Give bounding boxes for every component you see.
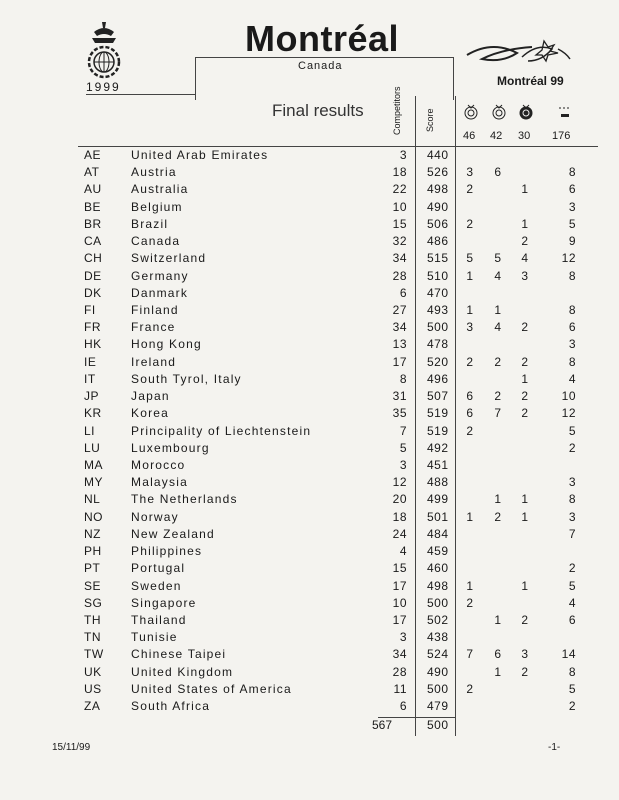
- table-row: [0, 372, 619, 389]
- footer-page-number: -1-: [548, 742, 561, 753]
- bronze-count-cell: 2: [521, 406, 529, 421]
- honourable-count-cell: 8: [568, 302, 576, 317]
- gold-count-cell: 2: [466, 681, 474, 696]
- silver-count-cell: 1: [494, 612, 502, 627]
- silver-count-cell: 7: [494, 406, 502, 421]
- silver-count-cell: 5: [494, 251, 502, 266]
- competitors-cell: 22: [392, 182, 407, 197]
- competitors-cell: 10: [392, 199, 407, 214]
- honourable-count-cell: 3: [568, 199, 576, 214]
- table-row: [0, 182, 619, 199]
- table-row: [0, 630, 619, 647]
- score-cell: 500: [427, 320, 449, 335]
- table-row: [0, 406, 619, 423]
- honourable-count-cell: 9: [568, 234, 576, 249]
- table-row: [0, 251, 619, 268]
- logo-caption: Montréal 99: [497, 74, 564, 88]
- score-cell: 524: [427, 647, 449, 662]
- country-code: BR: [84, 216, 102, 231]
- table-row: [0, 665, 619, 682]
- score-cell: 500: [427, 595, 449, 610]
- competitors-cell: 6: [399, 285, 407, 300]
- table-row: [0, 424, 619, 441]
- bronze-count-cell: 1: [521, 371, 529, 386]
- competitors-cell: 18: [392, 165, 407, 180]
- honourable-count-cell: 3: [568, 509, 576, 524]
- country-code: DE: [84, 268, 102, 283]
- country-code: SE: [84, 578, 102, 593]
- country-code: AU: [84, 182, 102, 197]
- score-cell: 515: [427, 251, 449, 266]
- logo-year: 1999: [86, 80, 121, 94]
- bronze-count-cell: 1: [521, 216, 529, 231]
- country-name: Chinese Taipei: [131, 647, 227, 662]
- country-name: Germany: [131, 268, 189, 283]
- honourable-count-cell: 4: [568, 595, 576, 610]
- honourable-count-cell: 12: [561, 406, 576, 421]
- score-cell: 507: [427, 389, 449, 404]
- honourable-count-cell: 5: [568, 578, 576, 593]
- competitors-cell: 31: [392, 389, 407, 404]
- competitors-cell: 12: [392, 475, 407, 490]
- table-row: [0, 441, 619, 458]
- country-name: Japan: [131, 389, 170, 404]
- honourable-count-cell: 10: [561, 389, 576, 404]
- silver-medal-icon: [492, 104, 506, 120]
- country-code: DK: [84, 285, 102, 300]
- honourable-count-cell: 6: [568, 612, 576, 627]
- medal-count-honourable: 176: [552, 130, 571, 142]
- table-row: [0, 579, 619, 596]
- silver-count-cell: 1: [494, 302, 502, 317]
- bronze-count-cell: 3: [521, 268, 529, 283]
- country-code: IT: [84, 371, 96, 386]
- table-row: [0, 217, 619, 234]
- country-name: Hong Kong: [131, 337, 202, 352]
- country-code: AT: [84, 165, 100, 180]
- honourable-count-cell: 8: [568, 492, 576, 507]
- country-name: Danmark: [131, 285, 189, 300]
- honourable-count-cell: 2: [568, 699, 576, 714]
- score-cell: 506: [427, 216, 449, 231]
- honourable-count-cell: 4: [568, 371, 576, 386]
- bronze-medal-icon: [519, 104, 533, 120]
- honourable-count-cell: 5: [568, 216, 576, 231]
- bronze-count-cell: 2: [521, 664, 529, 679]
- country-code: BE: [84, 199, 102, 214]
- score-cell: 519: [427, 406, 449, 421]
- country-code: FI: [84, 302, 96, 317]
- competitors-cell: 28: [392, 268, 407, 283]
- divider: [86, 94, 196, 95]
- gold-count-cell: 3: [466, 320, 474, 335]
- competitors-cell: 15: [392, 561, 407, 576]
- gold-count-cell: 3: [466, 165, 474, 180]
- honourable-count-cell: 2: [568, 561, 576, 576]
- silver-count-cell: 1: [494, 664, 502, 679]
- country-name: Morocco: [131, 457, 186, 472]
- silver-count-cell: 2: [494, 509, 502, 524]
- competitors-cell: 10: [392, 595, 407, 610]
- country-name: Canada: [131, 234, 181, 249]
- honourable-count-cell: 3: [568, 337, 576, 352]
- table-row: [0, 475, 619, 492]
- table-row: [0, 355, 619, 372]
- silver-count-cell: 6: [494, 647, 502, 662]
- silver-count-cell: 2: [494, 354, 502, 369]
- bronze-count-cell: 2: [521, 320, 529, 335]
- silver-count-cell: 2: [494, 389, 502, 404]
- table-row: [0, 200, 619, 217]
- country-code: HK: [84, 337, 102, 352]
- column-header-competitors: Competitors: [392, 86, 402, 135]
- competitors-cell: 35: [392, 406, 407, 421]
- bronze-count-cell: 1: [521, 182, 529, 197]
- medal-count-bronze: 30: [518, 130, 531, 142]
- gold-count-cell: 1: [466, 302, 474, 317]
- country-code: CH: [84, 251, 103, 266]
- country-name: Ireland: [131, 354, 177, 369]
- gold-count-cell: 2: [466, 216, 474, 231]
- country-name: Korea: [131, 406, 170, 421]
- table-row: [0, 303, 619, 320]
- silver-count-cell: 1: [494, 492, 502, 507]
- divider: [195, 57, 196, 100]
- country-name: United Arab Emirates: [131, 148, 269, 162]
- country-code: JP: [84, 389, 100, 404]
- country-name: Singapore: [131, 595, 197, 610]
- country-name: Norway: [131, 509, 179, 524]
- country-code: NL: [84, 492, 101, 507]
- country-name: United States of America: [131, 681, 292, 696]
- competitors-cell: 24: [392, 526, 407, 541]
- country-name: New Zealand: [131, 526, 215, 541]
- table-row: [0, 492, 619, 509]
- score-cell: 498: [427, 182, 449, 197]
- country-code: KR: [84, 406, 102, 421]
- score-cell: 460: [427, 561, 449, 576]
- country-name: South Africa: [131, 699, 211, 714]
- competitors-cell: 17: [392, 612, 407, 627]
- gold-count-cell: 7: [466, 647, 474, 662]
- country-code: ZA: [84, 699, 101, 714]
- country-name: Switzerland: [131, 251, 207, 266]
- score-cell: 490: [427, 199, 449, 214]
- table-row: [0, 561, 619, 578]
- honourable-count-cell: 14: [561, 647, 576, 662]
- gold-count-cell: 2: [466, 182, 474, 197]
- gear-globe-logo-icon: [80, 18, 128, 82]
- competitors-cell: 15: [392, 216, 407, 231]
- bronze-count-cell: 1: [521, 492, 529, 507]
- table-row: [0, 613, 619, 630]
- bronze-count-cell: 4: [521, 251, 529, 266]
- table-row: [0, 320, 619, 337]
- competitors-cell: 8: [399, 371, 407, 386]
- bronze-count-cell: 2: [521, 354, 529, 369]
- total-competitors: 567: [372, 718, 393, 732]
- gold-count-cell: 5: [466, 251, 474, 266]
- medal-count-gold: 46: [463, 130, 476, 142]
- score-cell: 500: [427, 681, 449, 696]
- competitors-cell: 7: [399, 423, 407, 438]
- score-cell: 493: [427, 302, 449, 317]
- country-name: Belgium: [131, 199, 183, 214]
- honourable-count-cell: 8: [568, 165, 576, 180]
- honourable-count-cell: 12: [561, 251, 576, 266]
- gold-count-cell: 1: [466, 578, 474, 593]
- country-code: NO: [84, 509, 103, 524]
- competitors-cell: 32: [392, 234, 407, 249]
- bronze-count-cell: 2: [521, 612, 529, 627]
- country-code: PH: [84, 544, 102, 559]
- competitors-cell: 4: [399, 544, 407, 559]
- score-cell: 484: [427, 526, 449, 541]
- country-code: NZ: [84, 526, 101, 541]
- table-row: [0, 647, 619, 664]
- country-name: Principality of Liechtenstein: [131, 423, 312, 438]
- table-row: [0, 699, 619, 716]
- table-row: [0, 234, 619, 251]
- score-cell: 451: [427, 457, 449, 472]
- silver-count-cell: 4: [494, 320, 502, 335]
- honourable-count-cell: 3: [568, 475, 576, 490]
- country-code: PT: [84, 561, 101, 576]
- country-name: Sweden: [131, 578, 182, 593]
- total-score: 500: [427, 718, 449, 732]
- score-cell: 496: [427, 371, 449, 386]
- honourable-count-cell: 6: [568, 182, 576, 197]
- score-cell: 492: [427, 440, 449, 455]
- table-row: [0, 389, 619, 406]
- country-code: MA: [84, 457, 103, 472]
- column-header-score: Score: [425, 108, 435, 132]
- country-name: Portugal: [131, 561, 186, 576]
- table-row: [0, 596, 619, 613]
- country-code: AE: [84, 148, 102, 162]
- competitors-cell: 11: [393, 681, 407, 696]
- montreal-99-logo-icon: [462, 35, 572, 75]
- score-cell: 498: [427, 578, 449, 593]
- country-code: TN: [84, 630, 101, 645]
- country-name: France: [131, 320, 176, 335]
- bronze-count-cell: 3: [521, 647, 529, 662]
- footer-date: 15/11/99: [52, 742, 91, 753]
- competitors-cell: 3: [399, 457, 407, 472]
- gold-count-cell: 6: [466, 406, 474, 421]
- competitors-cell: 13: [392, 337, 407, 352]
- country-name: The Netherlands: [131, 492, 238, 507]
- score-cell: 459: [427, 544, 449, 559]
- competitors-cell: 17: [392, 354, 407, 369]
- silver-count-cell: 4: [494, 268, 502, 283]
- table-row: [0, 510, 619, 527]
- country-name: Australia: [131, 182, 189, 197]
- country-code: TH: [84, 612, 101, 627]
- competitors-cell: 6: [399, 699, 407, 714]
- table-row: [0, 165, 619, 182]
- gold-medal-icon: [464, 104, 478, 120]
- score-cell: 519: [427, 423, 449, 438]
- country-code: MY: [84, 475, 103, 490]
- honourable-count-cell: 8: [568, 354, 576, 369]
- honourable-count-cell: 7: [568, 526, 576, 541]
- country-code: CA: [84, 234, 102, 249]
- table-row: [0, 269, 619, 286]
- competitors-cell: 5: [399, 440, 407, 455]
- score-cell: 502: [427, 612, 449, 627]
- honourable-count-cell: 5: [568, 681, 576, 696]
- score-cell: 470: [427, 285, 449, 300]
- country-code: TW: [84, 647, 104, 662]
- competitors-cell: 18: [392, 509, 407, 524]
- score-cell: 486: [427, 234, 449, 249]
- bronze-count-cell: 2: [521, 234, 529, 249]
- score-cell: 499: [427, 492, 449, 507]
- score-cell: 440: [427, 148, 449, 162]
- page-subtitle: Canada: [298, 60, 343, 72]
- country-name: Tunisie: [131, 630, 178, 645]
- country-name: Thailand: [131, 612, 187, 627]
- country-code: LI: [84, 423, 96, 438]
- country-code: IE: [84, 354, 97, 369]
- score-cell: 490: [427, 664, 449, 679]
- country-name: Luxembourg: [131, 440, 210, 455]
- competitors-cell: 17: [392, 578, 407, 593]
- honourable-count-cell: 5: [568, 423, 576, 438]
- bronze-count-cell: 1: [521, 578, 529, 593]
- table-row: [0, 527, 619, 544]
- gold-count-cell: 6: [466, 389, 474, 404]
- honourable-count-cell: 2: [568, 440, 576, 455]
- divider: [453, 57, 454, 100]
- honourable-count-cell: 8: [568, 664, 576, 679]
- country-name: Brazil: [131, 216, 169, 231]
- country-code: SG: [84, 595, 103, 610]
- gold-count-cell: 1: [466, 268, 474, 283]
- competitors-cell: 20: [392, 492, 407, 507]
- score-cell: 501: [427, 509, 449, 524]
- medal-count-silver: 42: [490, 130, 503, 142]
- score-cell: 478: [427, 337, 449, 352]
- competitors-cell: 28: [392, 664, 407, 679]
- bronze-count-cell: 1: [521, 509, 529, 524]
- score-cell: 488: [427, 475, 449, 490]
- bronze-count-cell: 2: [521, 389, 529, 404]
- competitors-cell: 3: [399, 148, 407, 162]
- country-name: South Tyrol, Italy: [131, 371, 242, 386]
- section-title: Final results: [272, 101, 364, 120]
- silver-count-cell: 6: [494, 165, 502, 180]
- table-row: [0, 148, 619, 165]
- competitors-cell: 27: [392, 302, 407, 317]
- score-cell: 520: [427, 354, 449, 369]
- gold-count-cell: 2: [466, 354, 474, 369]
- page-title: Montréal: [245, 18, 400, 59]
- score-cell: 479: [427, 699, 449, 714]
- country-name: Austria: [131, 165, 177, 180]
- country-code: UK: [84, 664, 102, 679]
- country-code: US: [84, 681, 102, 696]
- table-row: [0, 286, 619, 303]
- score-cell: 510: [427, 268, 449, 283]
- gold-count-cell: 1: [466, 509, 474, 524]
- honourable-count-cell: 8: [568, 268, 576, 283]
- table-row: [0, 458, 619, 475]
- competitors-cell: 34: [392, 320, 407, 335]
- honourable-count-cell: 6: [568, 320, 576, 335]
- score-cell: 526: [427, 165, 449, 180]
- competitors-cell: 34: [392, 647, 407, 662]
- score-cell: 438: [427, 630, 449, 645]
- honourable-mention-icon: [558, 104, 572, 120]
- divider: [195, 57, 453, 58]
- table-row: [0, 682, 619, 699]
- divider: [78, 146, 598, 147]
- country-name: United Kingdom: [131, 664, 234, 679]
- country-name: Philippines: [131, 544, 203, 559]
- country-code: LU: [84, 440, 101, 455]
- gold-count-cell: 2: [466, 423, 474, 438]
- country-code: FR: [84, 320, 101, 335]
- country-name: Malaysia: [131, 475, 188, 490]
- gold-count-cell: 2: [466, 595, 474, 610]
- table-row: [0, 337, 619, 354]
- competitors-cell: 3: [399, 630, 407, 645]
- country-name: Finland: [131, 302, 179, 317]
- competitors-cell: 34: [392, 251, 407, 266]
- table-row: [0, 544, 619, 561]
